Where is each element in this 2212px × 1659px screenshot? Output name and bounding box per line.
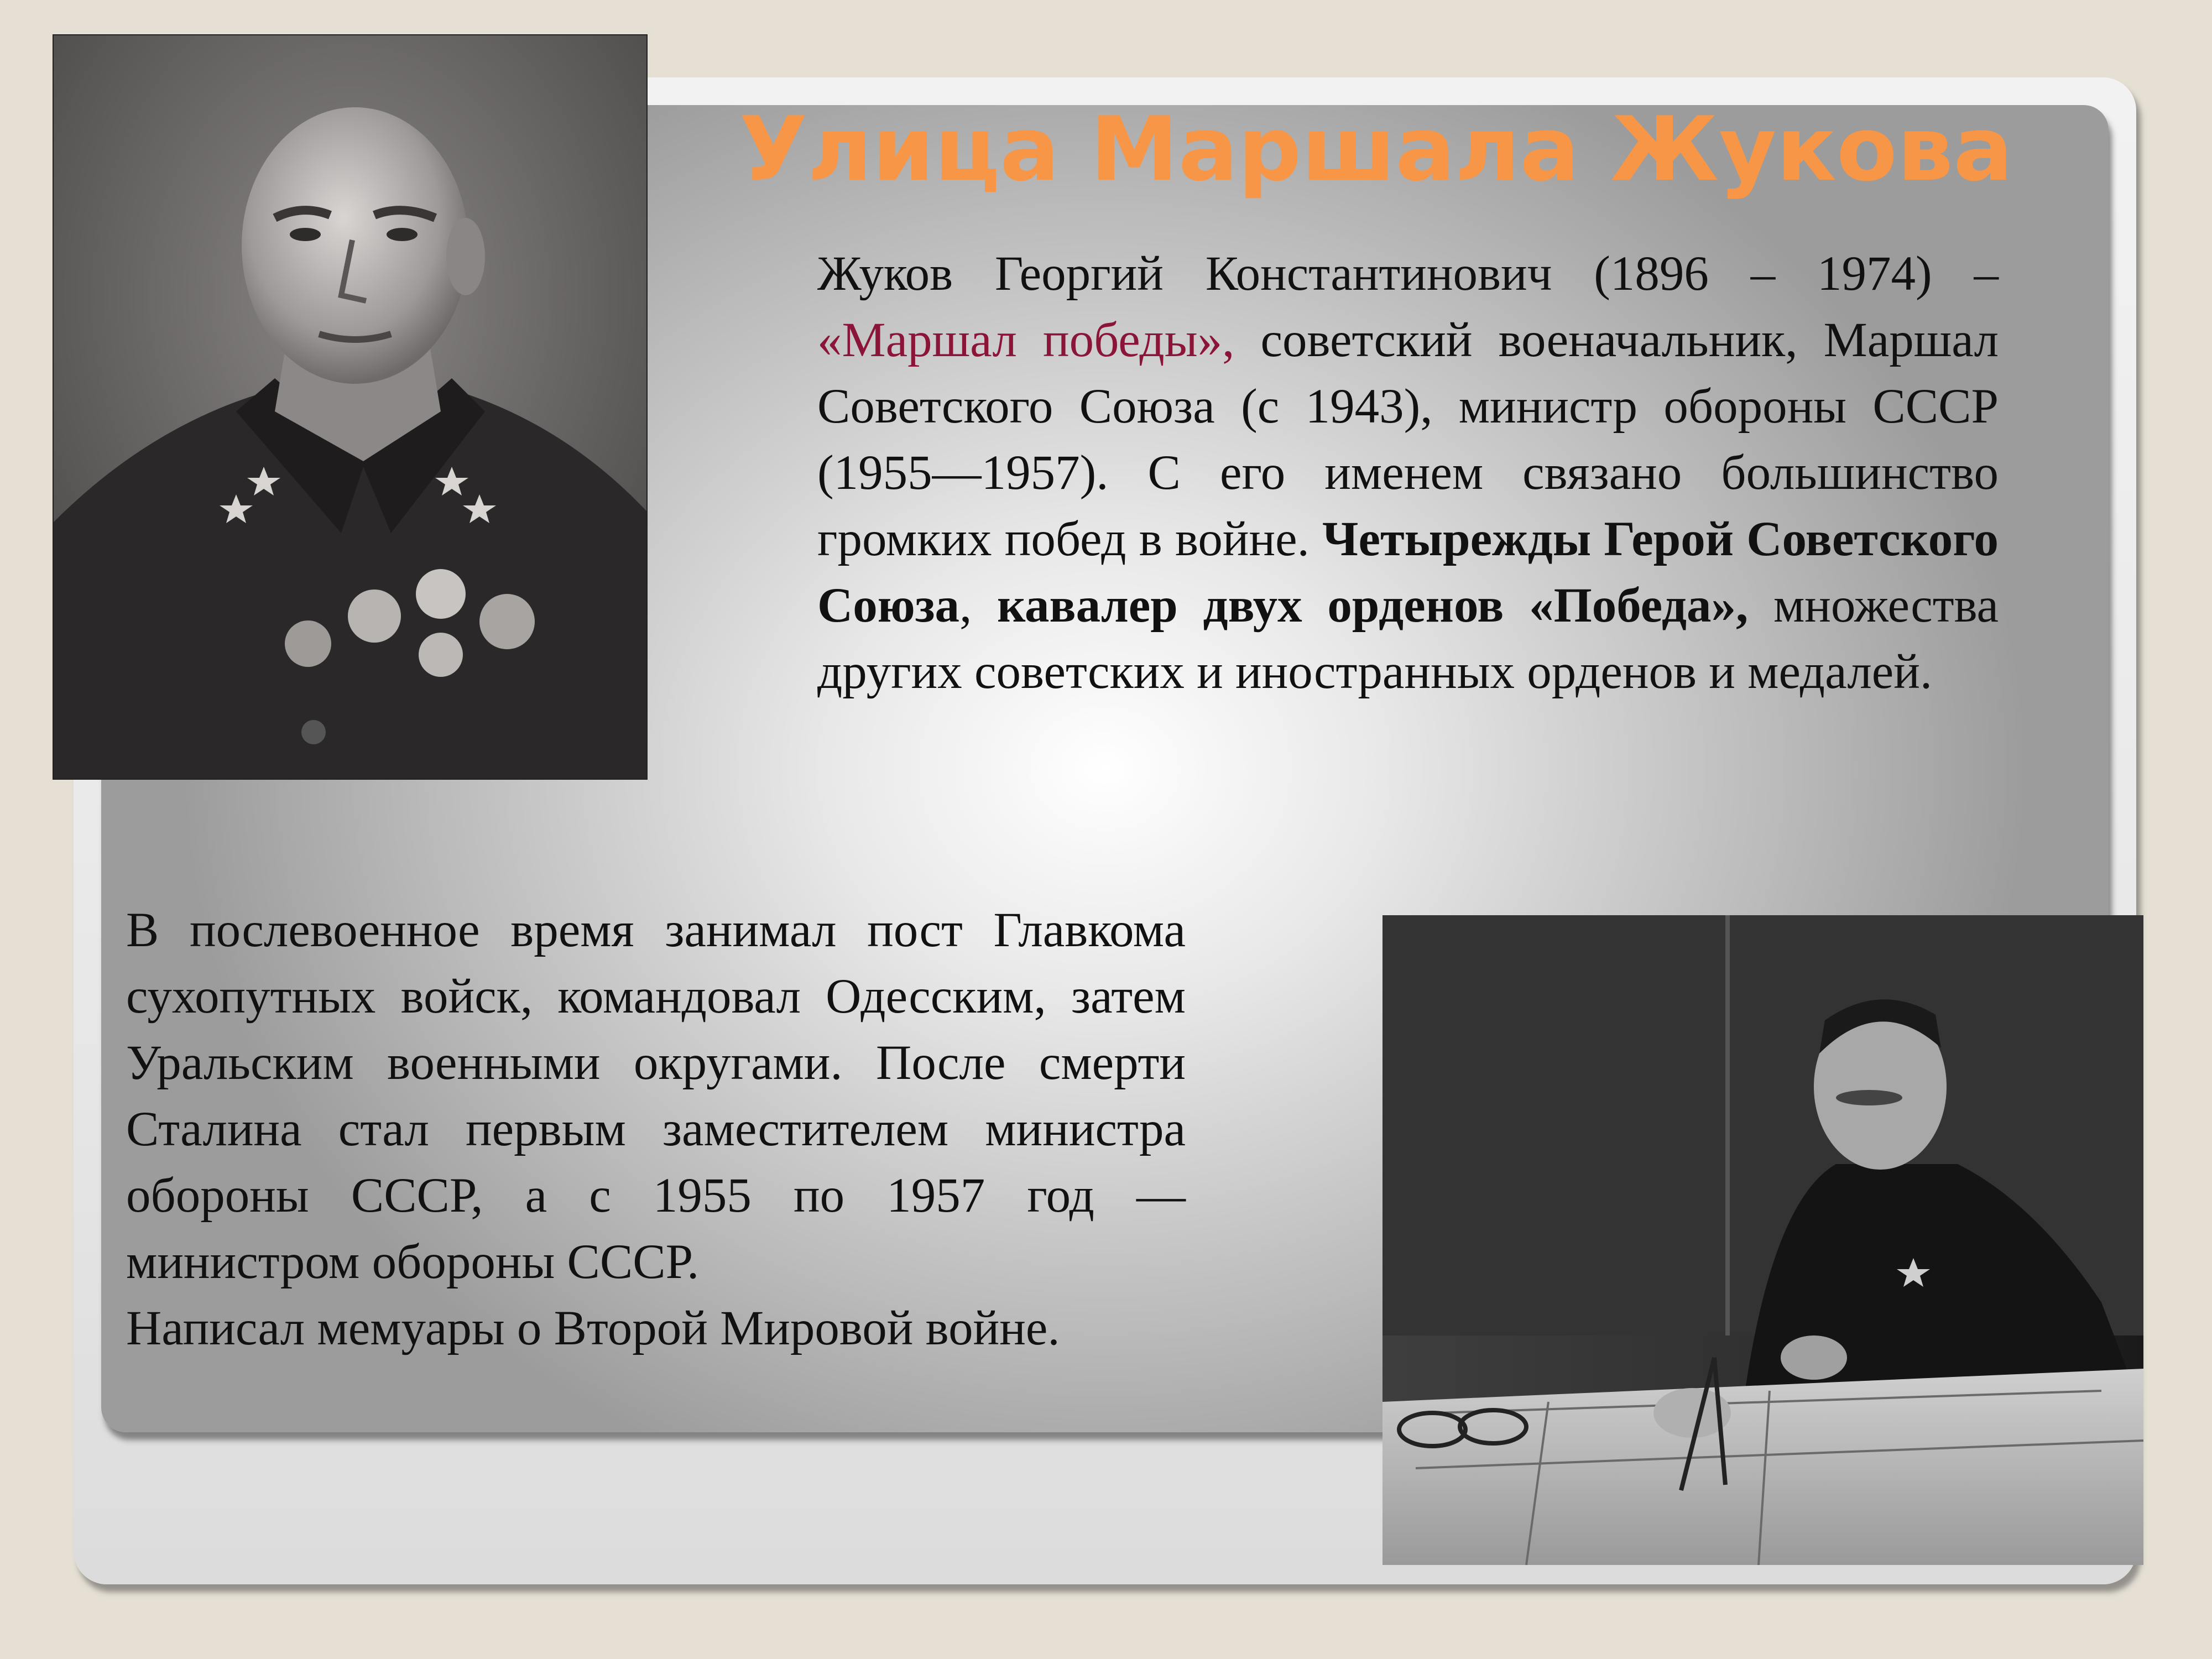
desk-photo <box>1383 915 2143 1565</box>
slide-title: Улица Маршала Жукова <box>739 97 2013 201</box>
bio-career: советский военачальник, Маршал Советского Союза (с 1943), министр обороны СССР (1955—1957). С его именем связано большинство громких побед в войне. <box>817 313 1999 566</box>
postwar-paragraph: В послевоенное время занимал пост Главкома сухопутных войск, командовал Одесским, затем Уральским военными округами. После смерти Сталина стал первым заместителем министра обороны СССР, а с 1955 по 1957 год — министром обороны СССР. <box>126 903 1186 1289</box>
biography-text <box>817 241 1999 705</box>
memoirs-paragraph: Написал мемуары о Второй Мировой войне. <box>126 1301 1060 1355</box>
bio-hero-title: Четырежды Герой Советского Союза <box>817 512 1999 633</box>
bio-victory-orders: кавалер двух орденов «Победа», <box>997 578 1749 633</box>
portrait-photo <box>53 34 648 780</box>
bio-marshal-of-victory: «Маршал победы», <box>817 313 1235 367</box>
bio-separator: , <box>959 578 998 633</box>
postwar-text <box>126 897 1186 1361</box>
bio-intro: Жуков Георгий Константинович (1896 – 1974) – <box>817 247 1999 301</box>
bio-other-awards: множества других советских и иностранных орденов и медалей. <box>817 578 1999 699</box>
